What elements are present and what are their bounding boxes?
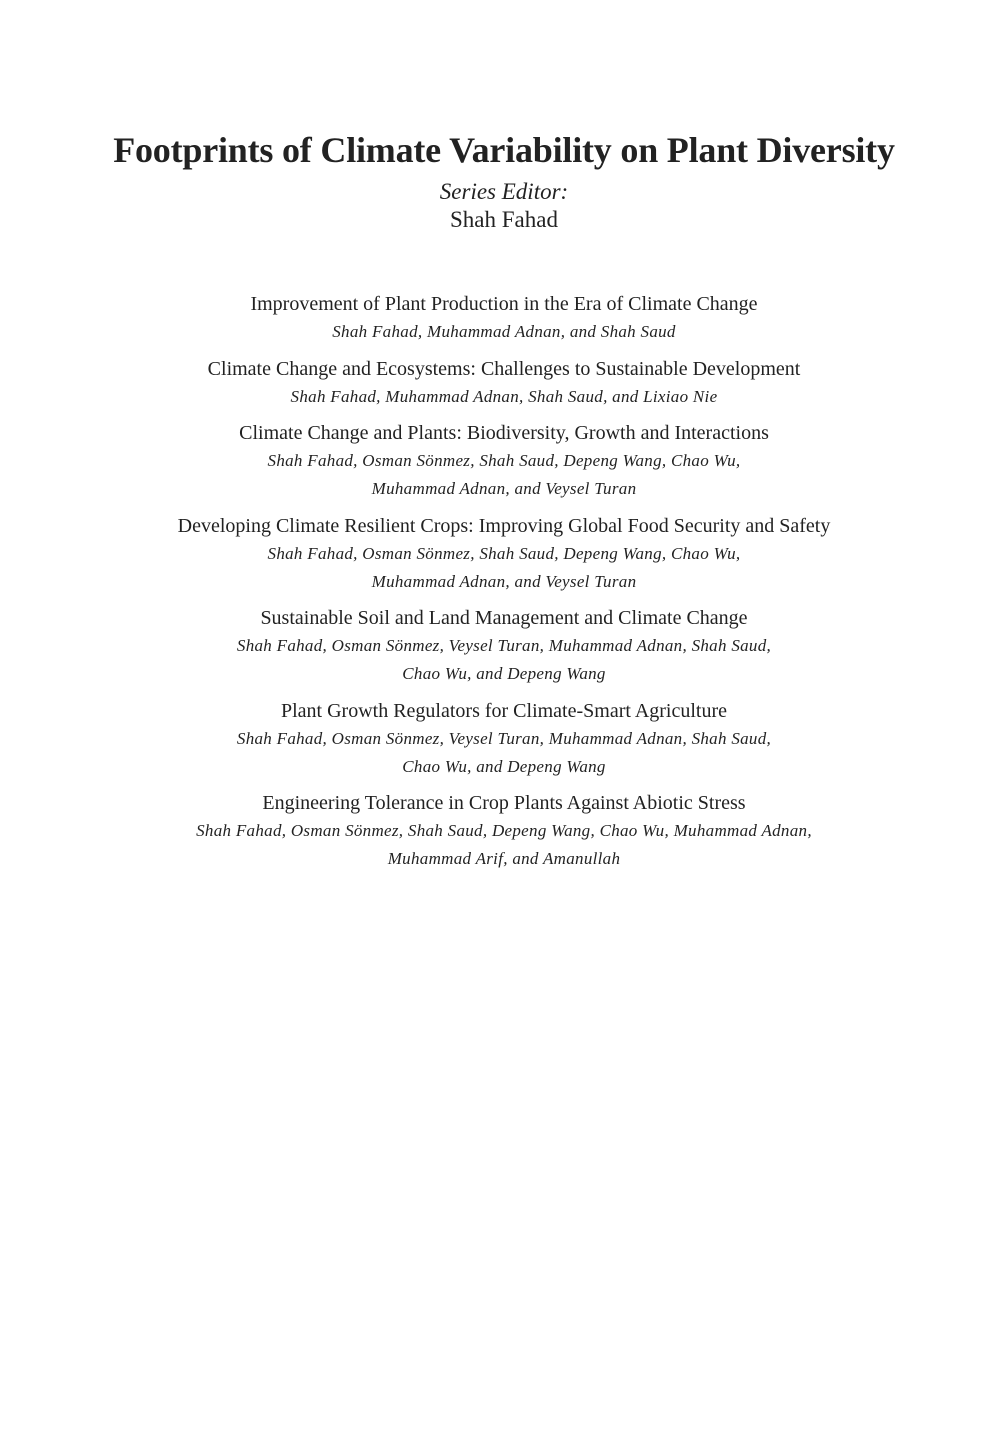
book-title: Climate Change and Ecosystems: Challenges to Sustainable Development (207, 357, 801, 380)
book-title: Climate Change and Plants: Biodiversity, Growth and Interactions (239, 422, 769, 444)
book-authors: Chao Wu, and Depeng Wang (402, 664, 606, 683)
book-title: Sustainable Soil and Land Management and Climate Change (260, 607, 748, 629)
book-authors: Muhammad Arif, and Amanullah (387, 849, 621, 868)
book-entry (0, 512, 1008, 596)
book-authors: Shah Fahad, Muhammad Adnan, and Shah Saud (332, 322, 676, 341)
book-entry (0, 290, 1008, 346)
book-title: Engineering Tolerance in Crop Plants Against Abiotic Stress (262, 792, 746, 814)
book-authors: Shah Fahad, Osman Sönmez, Shah Saud, Depeng Wang, Chao Wu, (267, 451, 741, 470)
book-authors: Shah Fahad, Osman Sönmez, Shah Saud, Depeng Wang, Chao Wu, (267, 543, 741, 563)
book-entry (0, 697, 1008, 781)
book-entry (0, 419, 1008, 503)
book-title: Plant Growth Regulators for Climate-Smart Agriculture (280, 699, 728, 722)
series-title: Footprints of Climate Variability on Plant Diversity (113, 130, 895, 170)
book-entry (0, 789, 1008, 873)
book-list (0, 290, 1008, 882)
book-authors: Muhammad Adnan, and Veysel Turan (371, 571, 637, 591)
book-entry (0, 355, 1008, 411)
book-title: Improvement of Plant Production in the Era of Climate Change (250, 293, 758, 315)
series-editor-name: Shah Fahad (450, 207, 558, 232)
book-authors: Shah Fahad, Muhammad Adnan, Shah Saud, and Lixiao Nie (290, 386, 718, 406)
book-authors: Shah Fahad, Osman Sönmez, Veysel Turan, Muhammad Adnan, Shah Saud, (236, 728, 772, 748)
book-authors: Chao Wu, and Depeng Wang (402, 756, 606, 776)
series-editor-label: Series Editor: (439, 179, 569, 204)
book-entry (0, 604, 1008, 688)
book-authors: Shah Fahad, Osman Sönmez, Veysel Turan, Muhammad Adnan, Shah Saud, (236, 636, 772, 655)
book-title: Developing Climate Resilient Crops: Improving Global Food Security and Safety (177, 514, 831, 537)
book-authors: Shah Fahad, Osman Sönmez, Shah Saud, Depeng Wang, Chao Wu, Muhammad Adnan, (196, 821, 812, 840)
book-authors: Muhammad Adnan, and Veysel Turan (371, 479, 637, 498)
